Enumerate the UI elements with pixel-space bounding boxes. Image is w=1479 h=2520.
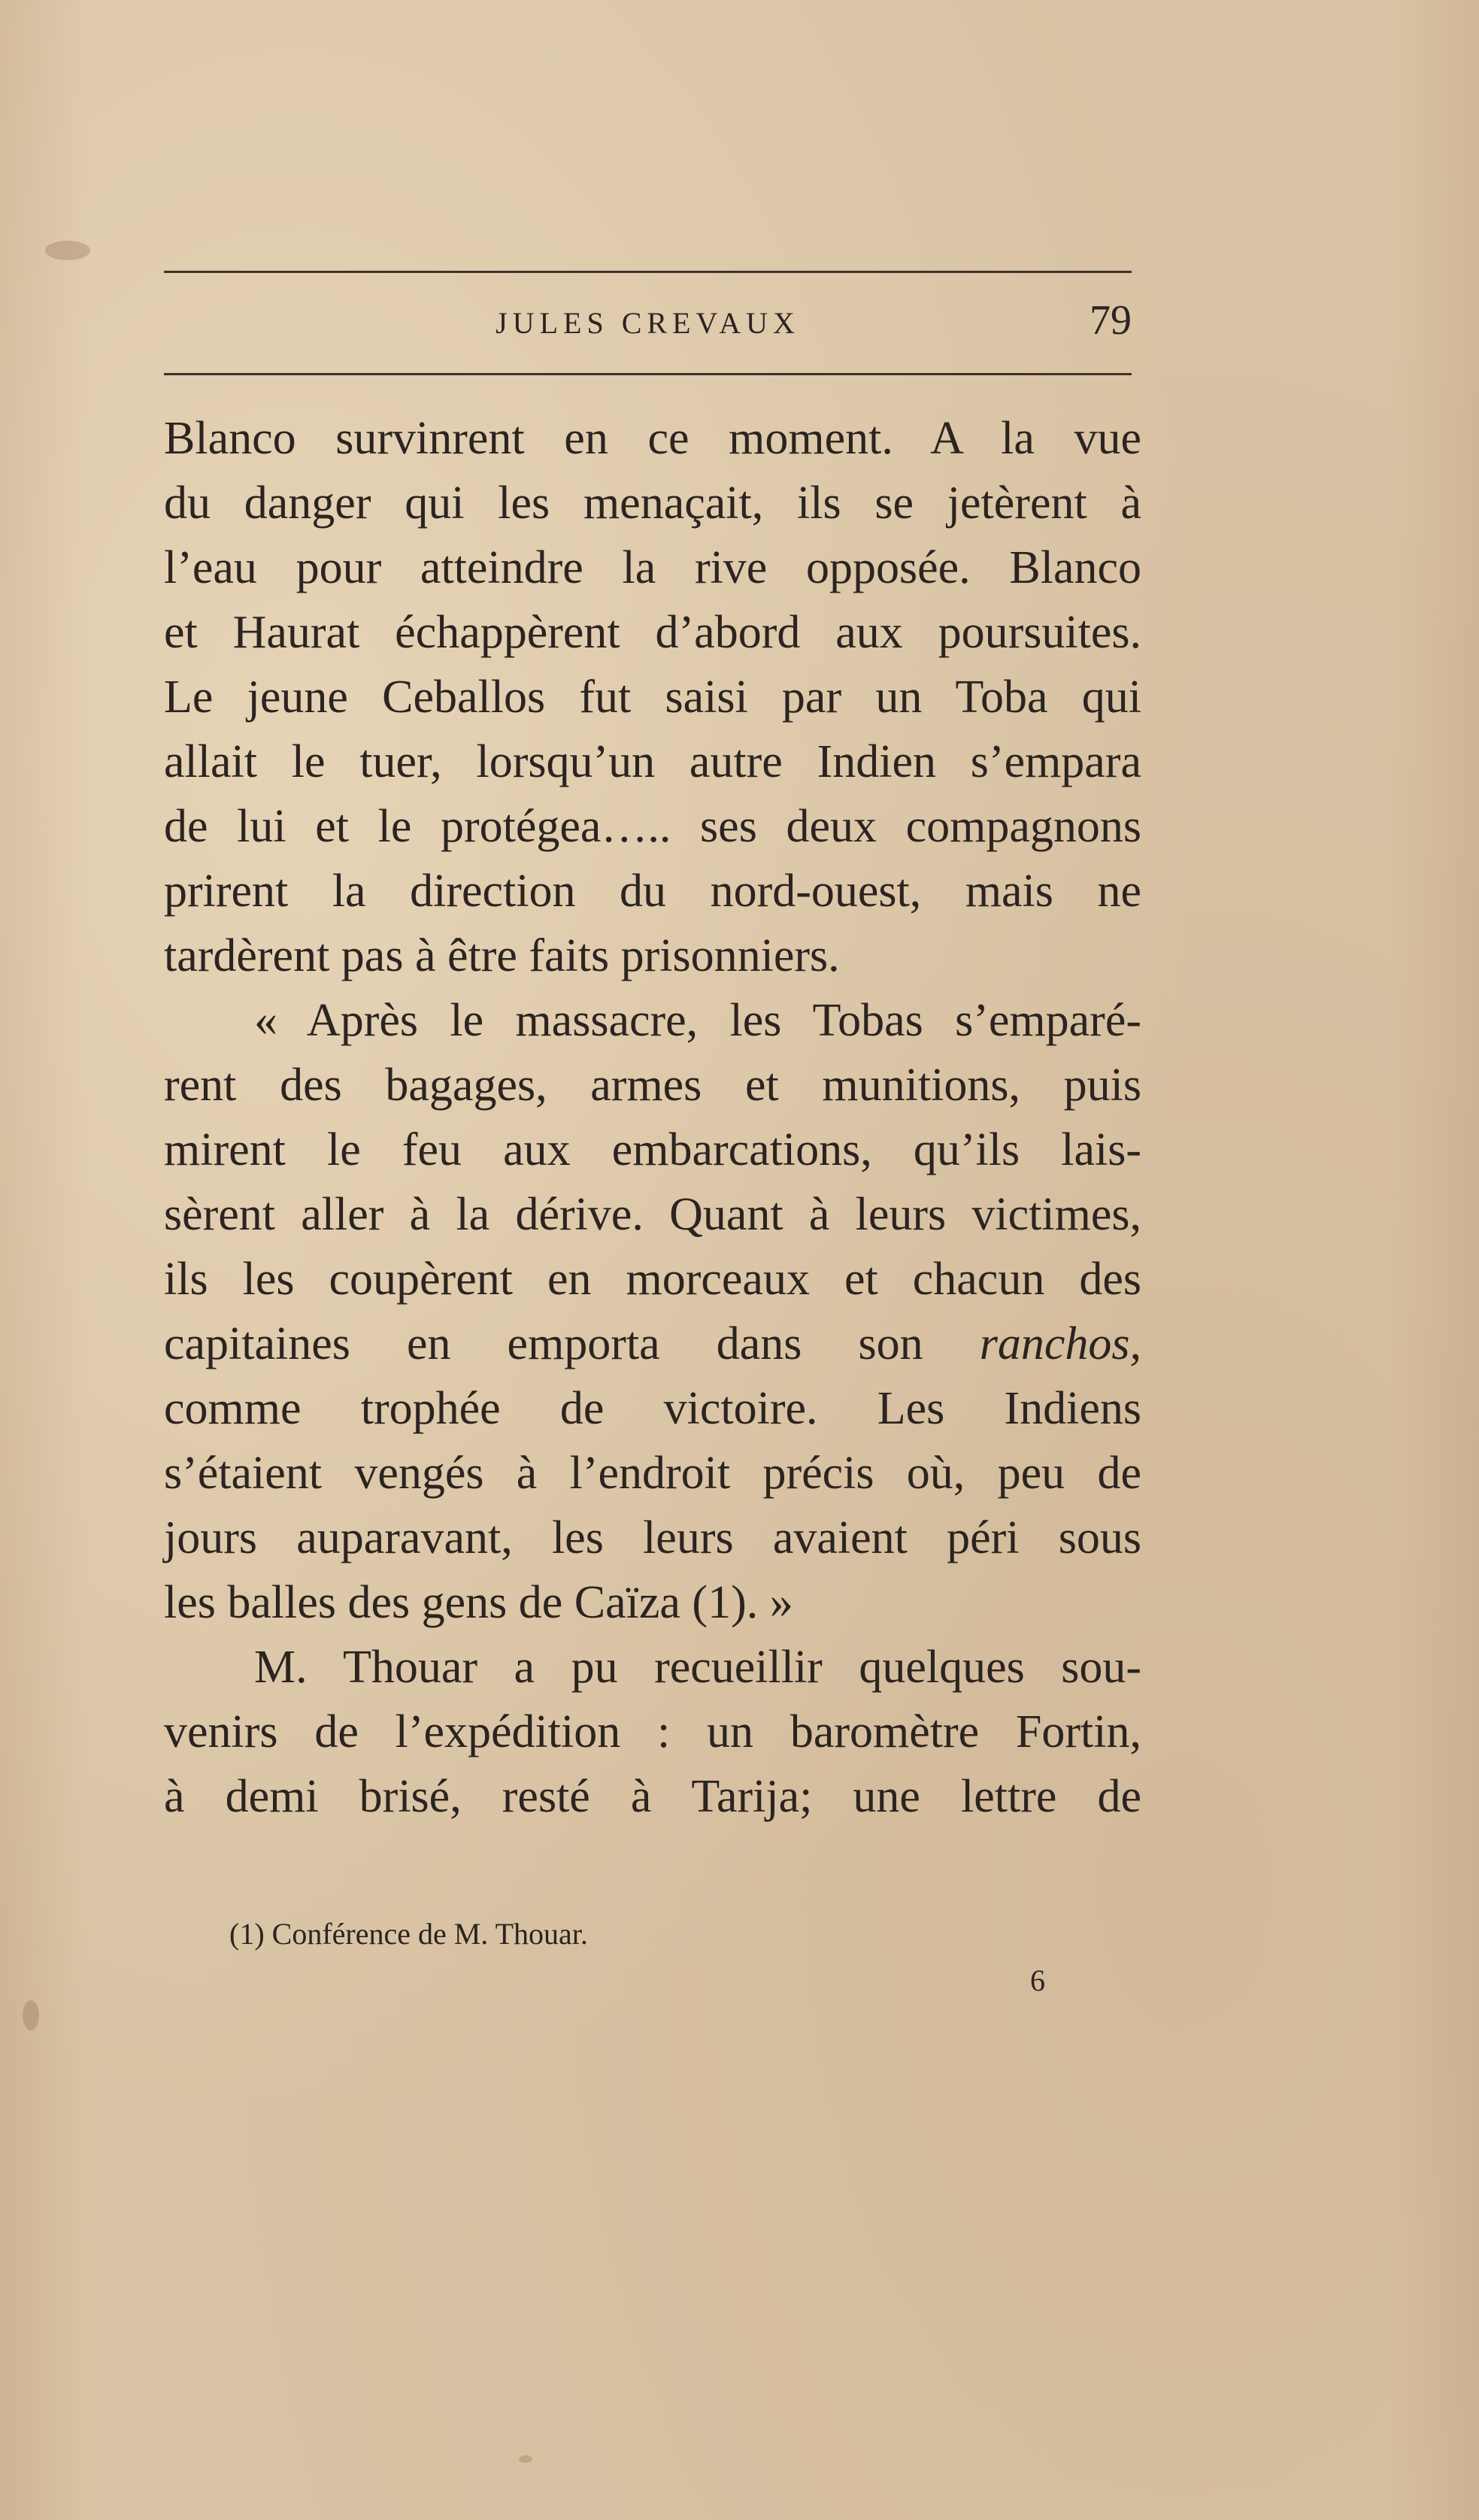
text-line: mirent le feu aux embarcations, qu’ils lais- bbox=[164, 1124, 1141, 1175]
header-top-rule bbox=[164, 271, 1132, 273]
running-head bbox=[164, 295, 1132, 355]
running-title: JULES CREVAUX bbox=[496, 306, 800, 340]
paper-stain bbox=[45, 241, 90, 260]
text-line: rent des bagages, armes et munitions, puis bbox=[164, 1060, 1141, 1111]
text-line: Blanco survinrent en ce moment. A la vue bbox=[164, 413, 1141, 464]
text-line: jours auparavant, les leurs avaient péri sous bbox=[164, 1512, 1141, 1563]
text-line: de lui et le protégea….. ses deux compagnons bbox=[164, 801, 1141, 852]
paper-stain bbox=[23, 2000, 39, 2030]
paper-stain bbox=[519, 2455, 532, 2463]
signature-mark: 6 bbox=[1030, 1964, 1045, 1997]
text-line: prirent la direction du nord-ouest, mais ne bbox=[164, 866, 1141, 917]
text-line-with-italic bbox=[164, 1312, 1141, 1376]
text-line: Le jeune Ceballos fut saisi par un Toba qui bbox=[164, 672, 1141, 723]
text-line: ils les coupèrent en morceaux et chacun des bbox=[164, 1254, 1141, 1305]
text-line: à demi brisé, resté à Tarija; une lettre de bbox=[164, 1771, 1141, 1822]
page-number: 79 bbox=[1090, 297, 1132, 344]
text-line: « Après le massacre, les Tobas s’emparé- bbox=[254, 995, 1141, 1046]
italic-word: ranchos, bbox=[979, 1318, 1142, 1369]
text-line: sèrent aller à la dérive. Quant à leurs victimes, bbox=[164, 1189, 1141, 1240]
footnote: (1) Conférence de M. Thouar. bbox=[229, 1917, 588, 1951]
text-line: du danger qui les menaçait, ils se jetèrent à bbox=[164, 478, 1141, 529]
text-line: allait le tuer, lorsqu’un autre Indien s’empara bbox=[164, 736, 1141, 787]
text-segment: capitaines en emporta dans son bbox=[164, 1318, 923, 1369]
body-text bbox=[164, 406, 1141, 1829]
header-bottom-rule bbox=[164, 373, 1132, 375]
text-line: venirs de l’expédition : un baromètre Fortin, bbox=[164, 1706, 1141, 1757]
text-line: comme trophée de victoire. Les Indiens bbox=[164, 1383, 1141, 1434]
text-line: les balles des gens de Caïza (1). » bbox=[164, 1577, 793, 1628]
text-line: s’étaient vengés à l’endroit précis où, peu de bbox=[164, 1448, 1141, 1499]
text-line: et Haurat échappèrent d’abord aux poursuites. bbox=[164, 607, 1141, 658]
text-line: tardèrent pas à être faits prisonniers. bbox=[164, 930, 840, 981]
text-line: M. Thouar a pu recueillir quelques sou- bbox=[254, 1642, 1141, 1693]
text-line: l’eau pour atteindre la rive opposée. Blanco bbox=[164, 542, 1141, 593]
